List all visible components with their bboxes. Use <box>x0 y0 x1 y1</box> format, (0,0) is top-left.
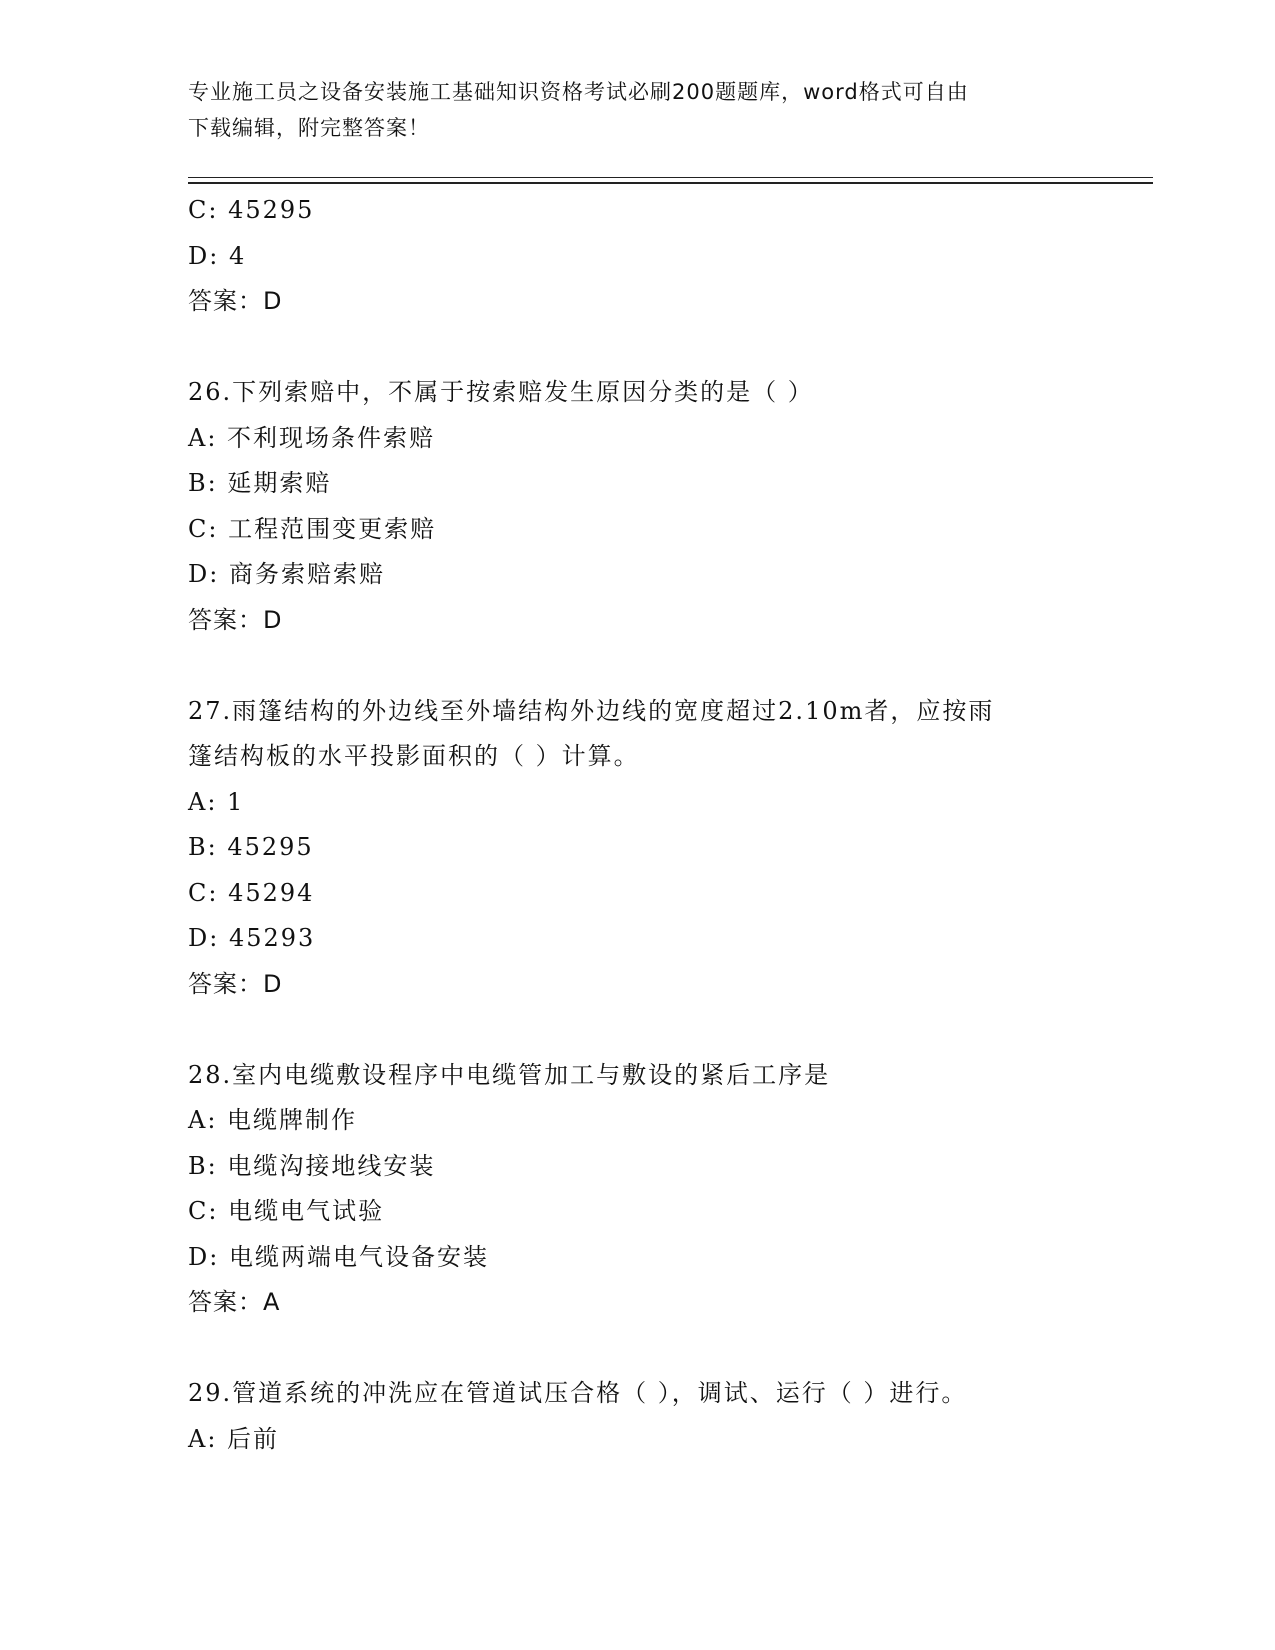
option-b: B: 延期索赔 <box>188 469 332 497</box>
header-line-1: 专业施工员之设备安装施工基础知识资格考试必刷200题题库，word格式可自由 <box>188 80 969 104</box>
question-text: 26.下列索赔中，不属于按索赔发生原因分类的是（ ） <box>188 378 814 406</box>
question-29 <box>188 1371 1088 1462</box>
document-header <box>188 74 1078 146</box>
option-b: B: 电缆沟接地线安装 <box>188 1151 436 1180</box>
header-divider-thick <box>188 182 1153 184</box>
spacer <box>188 1007 1088 1053</box>
option-c: C: 45295 <box>188 196 315 224</box>
answer-line: 答案：D <box>188 969 283 998</box>
question-text: 28.室内电缆敷设程序中电缆管加工与敷设的紧后工序是 <box>188 1060 831 1089</box>
question-text-line-1: 27.雨篷结构的外边线至外墙结构外边线的宽度超过2.10m者，应按雨 <box>188 696 995 725</box>
option-d: D: 45293 <box>188 924 316 952</box>
question-26 <box>188 370 1088 643</box>
option-a: A: 1 <box>188 787 245 816</box>
header-line-2: 下载编辑，附完整答案！ <box>188 116 430 140</box>
option-b: B: 45295 <box>188 833 314 861</box>
spacer <box>188 325 1088 371</box>
question-28 <box>188 1053 1088 1326</box>
answer-line: 答案：A <box>188 1288 281 1316</box>
question-text: 29.管道系统的冲洗应在管道试压合格（ ），调试、运行（ ）进行。 <box>188 1379 968 1407</box>
spacer <box>188 643 1088 689</box>
header-divider-thin <box>188 177 1153 178</box>
option-d: D: 商务索赔索赔 <box>188 560 385 588</box>
option-a: A: 后前 <box>188 1424 280 1453</box>
answer-line: 答案：D <box>188 605 283 634</box>
question-27 <box>188 689 1088 1008</box>
answer-line: 答案：D <box>188 287 283 315</box>
option-a: A: 电缆牌制作 <box>188 1106 358 1134</box>
spacer <box>188 1326 1088 1372</box>
question-list <box>188 188 1088 1462</box>
option-d: D: 电缆两端电气设备安装 <box>188 1242 489 1271</box>
option-a: A: 不利现场条件索赔 <box>188 423 436 452</box>
question-text-line-2: 篷结构板的水平投影面积的（ ）计算。 <box>188 742 640 770</box>
option-d: D: 4 <box>188 241 247 270</box>
option-c: C: 45294 <box>188 878 315 907</box>
option-c: C: 工程范围变更索赔 <box>188 514 437 543</box>
option-c: C: 电缆电气试验 <box>188 1197 385 1225</box>
